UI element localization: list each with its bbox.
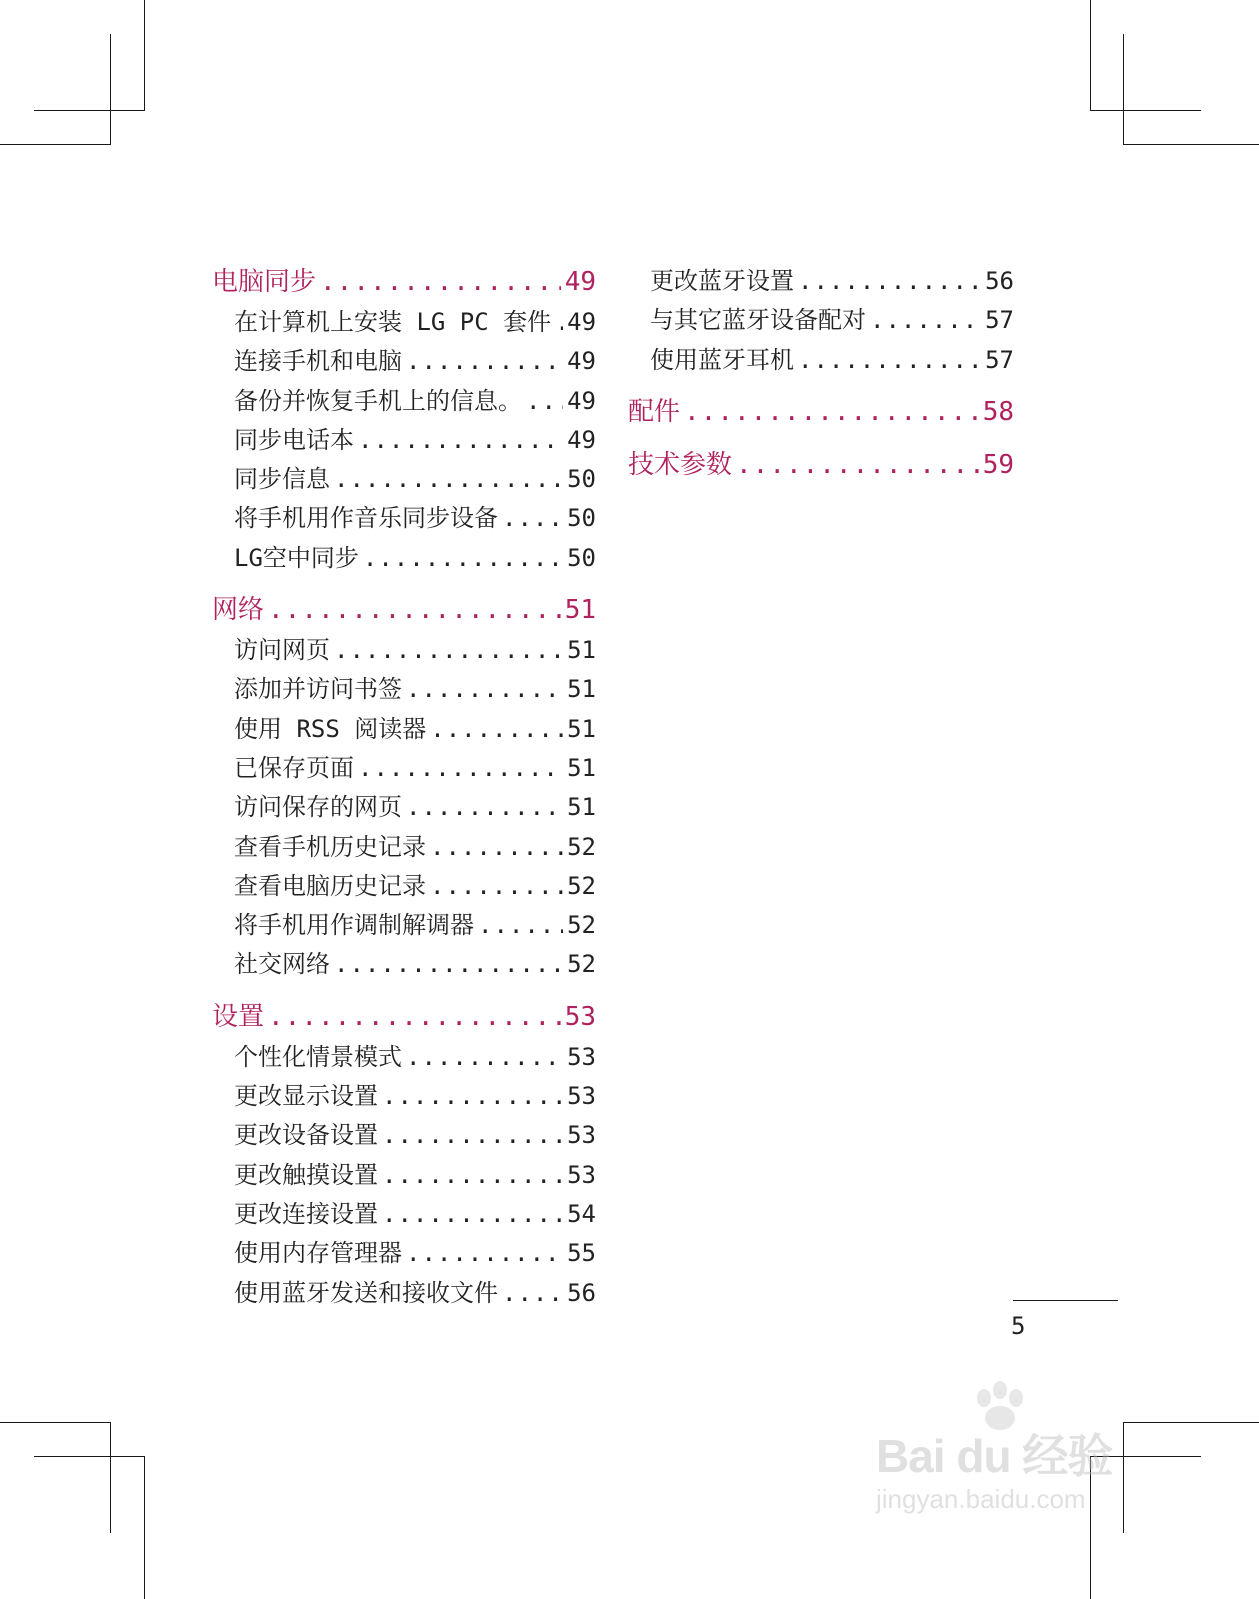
dot-leader [382, 1195, 563, 1234]
dot-leader [382, 1116, 563, 1155]
toc-section-row [212, 590, 596, 631]
toc-item-row [212, 303, 596, 342]
toc-item-row [212, 749, 596, 788]
toc-item-row [628, 301, 1014, 340]
watermark-logo: Bai du 经验 [876, 1430, 1113, 1482]
toc-item-row [212, 382, 596, 421]
toc-section-row [212, 997, 596, 1038]
toc-entry-page: 51 [567, 753, 596, 782]
toc-entry-page: 57 [985, 306, 1014, 335]
toc-entry-page: 52 [567, 871, 596, 900]
toc-item-row [212, 670, 596, 709]
toc-item-row [212, 1156, 596, 1195]
dot-leader [358, 421, 563, 460]
dot-leader [684, 392, 979, 433]
toc-entry-page: 52 [567, 950, 596, 979]
toc-entry-title: 更改设备设置 [234, 1121, 378, 1150]
toc-entry-title: 在计算机上安装 LG PC 套件 [234, 308, 552, 336]
dot-leader [502, 499, 563, 538]
toc-entry-page: 53 [567, 1042, 596, 1071]
toc-entry-title: 电脑同步 [212, 267, 317, 297]
toc-entry-title: 社交网络 [234, 950, 330, 979]
page-number-rule [1013, 1300, 1118, 1301]
dot-leader [430, 710, 563, 749]
toc-entry-title: 配件 [628, 396, 681, 427]
toc-item-row [212, 1116, 596, 1155]
toc-entry-title: 网络 [212, 595, 265, 626]
toc-entry-page: 51 [567, 636, 596, 665]
toc-entry-title: 将手机用作调制解调器 [234, 911, 474, 940]
dot-leader [268, 590, 561, 631]
toc-entry-page: 56 [985, 267, 1014, 295]
toc-entry-page: 49 [567, 425, 596, 454]
toc-item-row [212, 499, 596, 538]
toc-item-row [212, 539, 596, 578]
toc-item-row [212, 1274, 596, 1313]
toc-entry-page: 54 [567, 1199, 596, 1228]
toc-entry-title: 更改蓝牙设置 [650, 267, 794, 295]
toc-entry-title: 个性化情景模式 [234, 1042, 402, 1071]
dot-leader [406, 1038, 563, 1077]
toc-entry-page: 52 [567, 832, 596, 861]
toc-entry-title: 使用内存管理器 [234, 1239, 402, 1268]
toc-entry-title: 使用蓝牙耳机 [650, 345, 794, 374]
toc-entry-title: 已保存页面 [234, 753, 354, 782]
toc-item-row [212, 421, 596, 460]
toc-entry-title: 设置 [212, 1001, 265, 1032]
toc-entry-title: 技术参数 [628, 449, 733, 480]
toc-entry-page: 50 [567, 504, 596, 533]
toc-entry-title: LG空中同步 [234, 543, 359, 572]
toc-entry-page: 49 [564, 267, 596, 297]
toc-entry-title: 使用 RSS 阅读器 [234, 714, 427, 743]
dot-leader [526, 382, 563, 421]
toc-item-row [212, 945, 596, 984]
toc-item-row [212, 788, 596, 827]
toc-section-row [628, 445, 1014, 486]
dot-leader [358, 749, 563, 788]
toc-entry-page: 53 [567, 1160, 596, 1189]
dot-leader [406, 1234, 563, 1273]
toc-entry-title: 查看手机历史记录 [234, 832, 426, 861]
dot-leader [502, 1274, 563, 1313]
toc-entry-page: 59 [982, 449, 1014, 480]
dot-leader [870, 301, 981, 340]
dot-leader [406, 670, 563, 709]
dot-leader [736, 445, 979, 486]
dot-leader [430, 828, 563, 867]
toc-item-row [212, 906, 596, 945]
toc-entry-title: 查看电脑历史记录 [234, 871, 426, 900]
toc-entry-page: 58 [982, 396, 1014, 427]
toc-item-row [628, 262, 1014, 301]
toc-entry-page: 57 [985, 345, 1014, 374]
toc-entry-title: 添加并访问书签 [234, 675, 402, 704]
toc-entry-page: 50 [567, 543, 596, 572]
toc-entry-page: 51 [567, 714, 596, 743]
dot-leader [382, 1077, 563, 1116]
toc-item-row [212, 867, 596, 906]
toc-entry-page: 51 [567, 675, 596, 704]
toc-entry-title: 更改显示设置 [234, 1082, 378, 1111]
toc-entry-title: 访问保存的网页 [234, 793, 402, 822]
toc-item-row [212, 342, 596, 381]
dot-leader [478, 906, 563, 945]
toc-entry-page: 49 [567, 347, 596, 376]
toc-entry-page: 51 [564, 595, 596, 626]
dot-leader [334, 945, 563, 984]
page-number: 5 [1011, 1312, 1026, 1340]
toc-entry-page: 53 [567, 1082, 596, 1111]
dot-leader [320, 262, 561, 303]
toc-entry-title: 同步电话本 [234, 425, 354, 454]
toc-entry-title: 使用蓝牙发送和接收文件 [234, 1278, 498, 1307]
toc-entry-title: 同步信息 [234, 465, 330, 494]
toc-entry-page: 53 [567, 1121, 596, 1150]
toc-entry-page: 52 [567, 911, 596, 940]
dot-leader [334, 460, 563, 499]
toc-entry-title: 连接手机和电脑 [234, 347, 402, 376]
toc-right-column [628, 262, 1014, 486]
toc-entry-page: 49 [567, 386, 596, 415]
toc-entry-page: 51 [567, 793, 596, 822]
toc-entry-title: 更改触摸设置 [234, 1160, 378, 1189]
dot-leader [798, 341, 981, 380]
dot-leader [430, 867, 563, 906]
toc-entry-title: 备份并恢复手机上的信息。 [234, 386, 522, 415]
toc-item-row [212, 710, 596, 749]
dot-leader [363, 539, 563, 578]
toc-entry-page: 50 [567, 465, 596, 494]
dot-leader [382, 1156, 563, 1195]
toc-entry-page: 55 [567, 1239, 596, 1268]
toc-item-row [212, 1234, 596, 1273]
toc-section-row [212, 262, 596, 303]
toc-entry-page: 53 [564, 1001, 596, 1032]
toc-entry-title: 访问网页 [234, 636, 330, 665]
dot-leader [406, 788, 563, 827]
toc-item-row [212, 1195, 596, 1234]
toc-item-row [212, 1038, 596, 1077]
toc-entry-title: 更改连接设置 [234, 1199, 378, 1228]
dot-leader [268, 997, 561, 1038]
toc-entry-title: 与其它蓝牙设备配对 [650, 306, 866, 335]
toc-entry-page: 56 [567, 1278, 596, 1307]
dot-leader [798, 262, 981, 301]
toc-entry-page: 49 [567, 308, 596, 336]
toc-item-row [212, 460, 596, 499]
watermark-url: jingyan.baidu.com [876, 1484, 1086, 1514]
toc-entry-title: 将手机用作音乐同步设备 [234, 504, 498, 533]
dot-leader [334, 631, 563, 670]
toc-section-row [628, 392, 1014, 433]
baidu-watermark [876, 1380, 1166, 1530]
toc-item-row [212, 828, 596, 867]
dot-leader [555, 303, 563, 342]
toc-item-row [212, 1077, 596, 1116]
toc-item-row [628, 341, 1014, 380]
dot-leader [406, 342, 563, 381]
toc-left-column [212, 262, 596, 1313]
toc-item-row [212, 631, 596, 670]
